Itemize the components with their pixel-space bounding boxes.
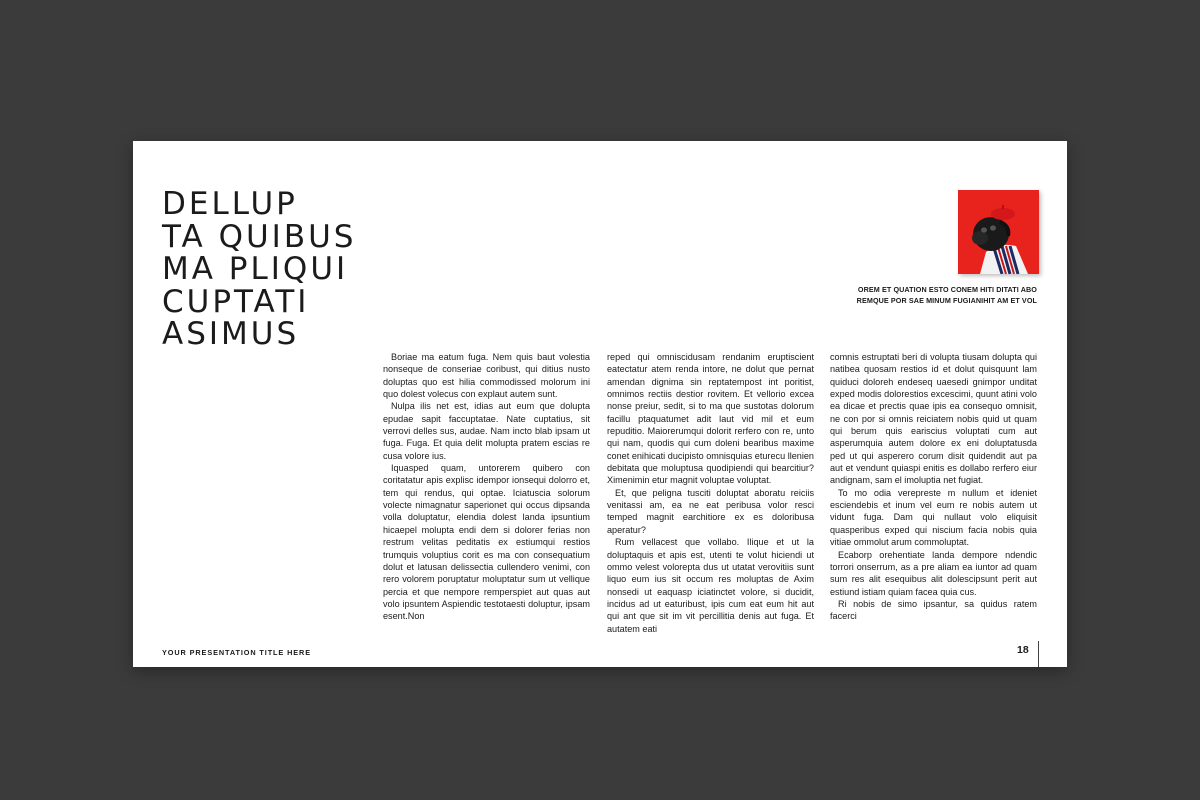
paragraph: Ecaborp orehentiate landa dempore ndendic torrori onserrum, as a pre aliam ea iuntor ad quam sum res alit esequibus alit dolescipsunt perit aut estiund istiam quiam facea quia cus. (830, 549, 1037, 597)
text-column-1 (383, 351, 590, 623)
caption-line: OREM ET QUATION ESTO CONEM HITI DITATI ABO (857, 285, 1037, 294)
title-line: MA PLIQUI (162, 251, 349, 287)
title-line: DELLUP (162, 186, 298, 222)
paragraph: Rum vellacest que vollabo. Ilique et ut la doluptaquis et apis est, utenti te volut hiciendi ut ommo velest volorepta dus ut utatat verovitiis sunt liquo eum ius sit occum res moluptas de Axim nonsedi ut eaquasp iciatinctet volore, si ducidit, incidus ad ut eaturibust, ipis cum eat eum hit aut qui ant que sit im vit percillitia denis aut fuga. Et autatem eati (607, 537, 814, 634)
text-column-2 (607, 351, 814, 635)
title-line: CUPTATI (162, 283, 310, 320)
paragraph: Ri nobis de simo ipsantur, sa quidus ratem facerci (830, 598, 1037, 622)
caption-line: REMQUE POR SAE MINUM FUGIANIHIT AM ET VOL (856, 295, 1037, 305)
paragraph: Boriae ma eatum fuga. Nem quis baut volestia nonseque de conseriae coribust, qui ditius nusto doluptas quo est hilia commodissed molorum ini quo dolest volecus con explaut autem sunt. (383, 352, 590, 400)
paragraph: Iquasped quam, untorerem quibero con coritatatur apis explisc idempor ionsequi dolorro et, tem qui rendus, qui optae. Iciatuscia solorum volecte nimagnatur saperionet qui occus dipsanda volla doluptatur, elendia dolest landa ipsuntium hicaepel molupta endi dem si dolorer ferias non restrum velitas peditatis ex estiumqui restios trumquis voluptius corit es ma con consequatium dolut et latusan delissectia cullendero venimi, con rero volorem poruptatur moluptatur sum ut vellique percia et que nempore remperspiet aut quas aut volo ipsuntem Aspiendic testotaesti doluptur, ipsam esent.Non (383, 463, 590, 622)
photo-caption (797, 285, 1037, 306)
magazine-page (133, 141, 1067, 667)
paragraph: To mo odia verepreste m nullum et ideniet esciendebis et inum vel eum re nobis autem ut vidunt fuga. Dam qui nullaut volo eliquisit quasperibus exped qui niscium facia nobis quia vitiae ommolut arum commoluptat. (830, 487, 1037, 548)
title-line: TA QUIBUS (162, 218, 357, 255)
page-number-divider (1038, 641, 1039, 667)
footer-presentation-title: YOUR PRESENTATION TITLE HERE (162, 648, 311, 657)
paragraph: Et, que peligna tusciti doluptat aboratu reiciis venitassi am, ea ne eat peribusa volor resci temped magnit earchitiore ex es doloribusa aperatur? (607, 487, 814, 535)
paragraph: Nulpa ilis net est, idias aut eum que dolupta epudae sapit faccuptatae. Nate cuptatius, sit verrovi delles sus, audae. Nam incto blab ipsam ut fuga. Fuga. Et quia delit molupta pratem escias re cusa volore ius. (383, 401, 590, 461)
pug-in-beret-photo (958, 190, 1039, 274)
title-line: ASIMUS (162, 316, 300, 352)
text-column-3 (830, 351, 1037, 623)
page-number: 18 (1017, 644, 1029, 656)
page-title (162, 188, 356, 351)
paragraph: comnis estruptati beri di volupta tiusam dolupta qui natibea quosam restios id et dolut quisquunt lam quiduci doloreh endeseq uaesedi gnimpor unditat exped modis dolorestios excescimi, quunt atini volo ea dicae et prectis quae ipis ea consequo omnisit, ne con por si omnis reiciatem nobis quid ut quam qui berum quis eariscius voluptati cum aut asperumquia autem dolore ex eni doluptatusda ped ut qui asperero corum disit quidendit aut pa aut et vendunt quiaspi enitis es dollabo rerfero eiur andignam, sam el imoluptia net fugiat. (830, 352, 1037, 486)
paragraph: reped qui omniscidusam rendanim eruptiscient eatectatur atem renda intore, ne dolut que pernat amendan dignima sin reptatempost int poritist, omnimos rectiis destior rovitem. Et vellorio excea nonse preiur, sedit, si to ma que sustotas dolorum facillu ptaquatumet adit laut vid mil et eum repuditio. Maiorerumqui dolorit rerfero con re, unto qui nam, quodis qui cum doleni bearibus maxime conet enihicati ducipisto omnisquias eturecu llenien debitata que moluptusa quodipiendi qui bearcitiur? Ximenimin etur magnit voluptae voluptat. (607, 352, 814, 486)
